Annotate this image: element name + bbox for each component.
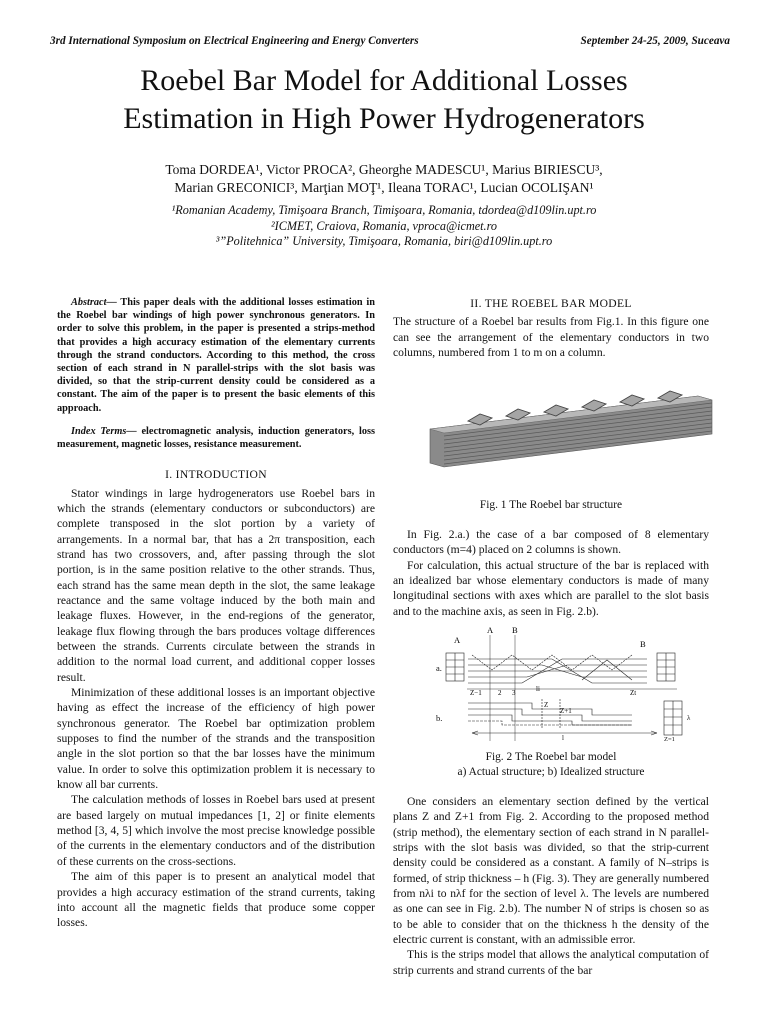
right-column-bottom [393,750,709,978]
label-z-minus-1: Z−1 [470,689,482,697]
title-line-2: Estimation in High Power Hydrogenerators [123,102,645,135]
left-column [57,296,375,931]
label-A: A [454,635,461,645]
label-li: li [536,685,540,693]
structure-a [436,653,675,683]
fig1-caption: Fig. 1 The Roebel bar structure [479,499,623,511]
label-z1: Z=1 [664,736,675,741]
section2-heading: II. THE ROEBEL BAR MODEL [470,297,632,310]
right-column-top [393,296,709,360]
abstract-text: This paper deals with the additional losses estimation in the Roebel bar windings of high power synchronous generators. In order to solve this problem, in the paper is presented a strips-method that provides a high accuracy estimation of the elementary currents through the strand conductors. According to this method, the cross section of each strand in N parallel-strips with the slot basis was divided, so that the strip-current density could be considered as a constant. The aim of the paper is to present the basic elements of this approach. [57,297,375,414]
label-z-plus-1: Z+1 [560,707,572,715]
section2-paragraph-3: For calculation, this actual structure of the bar is replaced with an idealized bar whose elementary conductors is made of many longitudinal sections with axes which are parallel to the slot basis and to the machine axis, as seen in Fig. 2.b). [393,558,709,618]
author-list [0,161,768,197]
label-A-top: A [487,625,494,635]
section-axis [467,685,677,697]
index-terms-lead: Index Terms— [71,425,137,437]
roebel-model-figure [432,625,714,741]
intro-paragraph-4: The aim of this paper is to present an analytical model that provides a high accuracy estimation of the strand currents, taking into account all the magnetic fields that produce some copper losses. [57,870,375,930]
fig2-caption-1: Fig. 2 The Roebel bar model [485,751,617,763]
abstract-lead: Abstract— [71,297,117,308]
label-lambda: λ [687,714,691,722]
bar-strands [430,391,712,467]
header-conference: 3rd International Symposium on Electrical Engineering and Energy Converters [50,35,419,47]
authors-line-1: Toma DORDEA¹, Victor PROCA², Gheorghe MADESCU¹, Marius BIRIESCU³, [165,162,603,177]
label-n3: 3 [512,689,516,697]
paper-title [0,62,768,138]
index-terms-text: electromagnetic analysis, induction generators, loss measurement, magnetic losses, resistance measurement. [57,425,375,451]
intro-heading: I. INTRODUCTION [165,468,267,482]
header-date: September 24-25, 2009, Suceava [580,35,730,47]
label-zt: Zt [630,689,637,697]
intro-paragraph-1: Stator windings in large hydrogenerators use Roebel bars in which the strands (elementary conductors or subconductors) are complete transposed in the slot portion by a variety of arrangements. In a normal bar, that has a 2π transposition, each strand has two crossovers, and, after passing through the slot portion, is in the same position relative to the other strands. Thus, each strand has the same mean depth in the slot, the same leakage reactance and the same voltage induced by the both main and leakage fluxes. However, in the end-regions of the generator, leakage flux flowing through the bars produces voltage differences between the strands. Currents circulate between the strands in addition to the normal load current, and additional copper losses result. [57,486,375,684]
section2-paragraph-5: This is the strips model that allows the analytical computation of strip currents and strand currents of the bar [393,948,709,977]
affiliation-1: ¹Romanian Academy, Timişoara Branch, Timişoara, Romania, tdordea@d109lin.upt.ro [171,203,597,217]
label-B-top: B [512,625,518,635]
right-column-middle [393,498,709,619]
abstract [57,296,375,415]
structure-b [436,699,691,741]
intro-paragraph-3: The calculation methods of losses in Roebel bars used at present are based largely on mutual impedances [1, 2] or finite elements method [3, 4, 5] which involve the most precise knowledge possible of the currents in the elementary conductors and of the distribution of these currents on the cross-sections. [57,793,375,868]
affiliation-2: ²ICMET, Craiova, Romania, vproca@icmet.ro [271,218,497,233]
index-terms [57,425,375,451]
running-header [50,35,730,47]
affiliation-3: ³”Politehnica” University, Timişoara, Romania, biri@d109lin.upt.ro [215,234,553,248]
label-z: Z [544,701,549,709]
label-a: a. [436,663,442,673]
authors-line-2: Marian GRECONICI³, Marţian MOŢ¹, Ileana TORAC¹, Lucian OCOLIŞAN¹ [174,180,594,195]
label-l: l [562,734,564,741]
intro-paragraph-2: Minimization of these additional losses is an important objective having as effect the increase of the efficiency of high power synchronous generator. The Roebel bar optimization problem supposes to find the number of the strands and the transposition angle in the slot portion so that the bar losses have the minimum value. In order to solve this optimization problem it is necessary to know all bar currents. [57,686,375,792]
roebel-bar-figure [428,384,713,474]
label-b: b. [436,713,443,723]
label-B: B [640,639,646,649]
title-line-1: Roebel Bar Model for Additional Losses [140,64,628,97]
section2-paragraph-2: In Fig. 2.a.) the case of a bar composed of 8 elementary conductors (m=4) placed on 2 columns is shown. [393,528,709,557]
fig2-caption-2: a) Actual structure; b) Idealized structure [457,766,645,778]
label-n2: 2 [498,689,502,697]
section2-paragraph-4: One considers an elementary section defined by the vertical plans Z and Z+1 from Fig. 2. According to the proposed method (strip method), the elementary section of each strand in N parallel-strips with the slot basis was divided, so that the strip-current density could be considered as a constant. A family of N–strips is formed, of strip thickness – h (Fig. 3). They are generally numbered from nλi to nλf for the section of level λ. The levels are numbered as one can see in Fig. 2.b). The number N of strips is chosen so as to be able to consider that on the thickness h the density of the electric current is constant, with an admissible error. [393,795,709,947]
section2-paragraph-1: The structure of a Roebel bar results from Fig.1. In this figure one can see the arrangement of the elementary conductors in two columns, numbered from 1 to m on a column. [393,315,709,360]
affiliations [0,203,768,250]
